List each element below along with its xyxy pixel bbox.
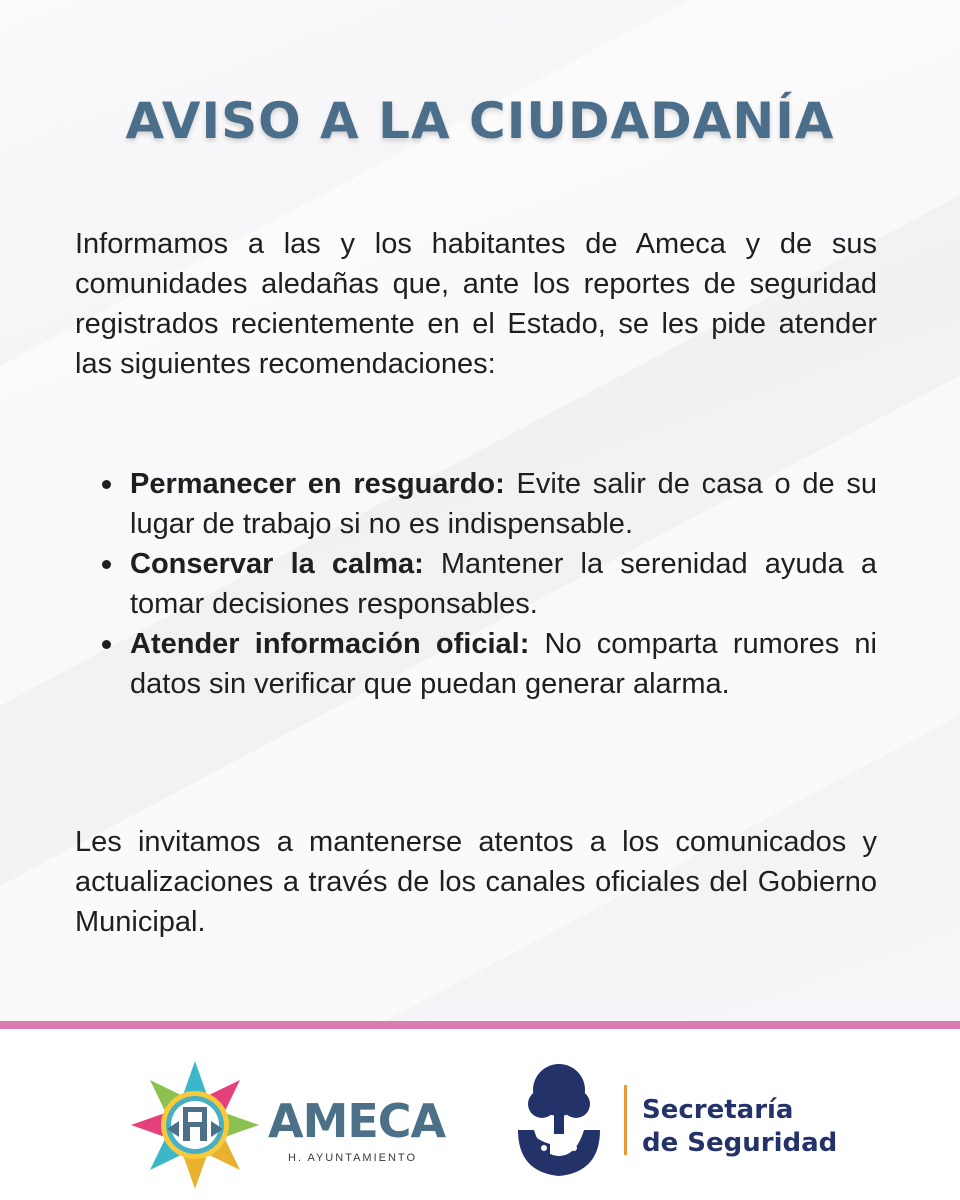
ameca-subtitle: H. AYUNTAMIENTO [288, 1152, 418, 1164]
recommendation-label: Atender información oficial: [130, 628, 530, 660]
recommendation-text: Mantener la serenidad ayuda a tomar decisiones responsables. [130, 548, 877, 620]
secretaria-seguridad-emblem-icon [514, 1060, 604, 1180]
notice-title: AVISO A LA CIUDADANÍA [125, 92, 835, 150]
recommendation-label: Permanecer en resguardo: [130, 468, 505, 500]
bullet-icon [102, 480, 111, 489]
pink-divider [0, 1021, 960, 1029]
recommendation-item [130, 624, 877, 704]
bullet-icon [102, 640, 111, 649]
secretaria-line-2: de Seguridad [642, 1128, 838, 1158]
ameca-wordmark: AMECA [268, 1094, 446, 1148]
secretaria-line-1: Secretaría [642, 1095, 794, 1125]
recommendation-text: No comparta rumores ni datos sin verificar que puedan generar alarma. [130, 628, 877, 700]
recommendation-item [130, 544, 877, 624]
secretaria-wordmark [642, 1094, 837, 1160]
bullet-icon [102, 560, 111, 569]
recommendation-label: Conservar la calma: [130, 548, 424, 580]
ameca-emblem-icon [128, 1058, 262, 1192]
accent-divider [624, 1085, 627, 1155]
intro-paragraph: Informamos a las y los habitantes de Ameca y de sus comunidades aledañas que, ante los reportes de seguridad registrados recientemente en el Estado, se les pide atender las siguientes recomendaciones: [75, 228, 877, 380]
recommendations-list [130, 464, 877, 704]
recommendation-text: Evite salir de casa o de su lugar de trabajo si no es indispensable. [130, 468, 878, 540]
recommendation-item [130, 464, 877, 544]
closing-paragraph: Les invitamos a mantenerse atentos a los comunicados y actualizaciones a través de los canales oficiales del Gobierno Municipal. [75, 826, 877, 938]
